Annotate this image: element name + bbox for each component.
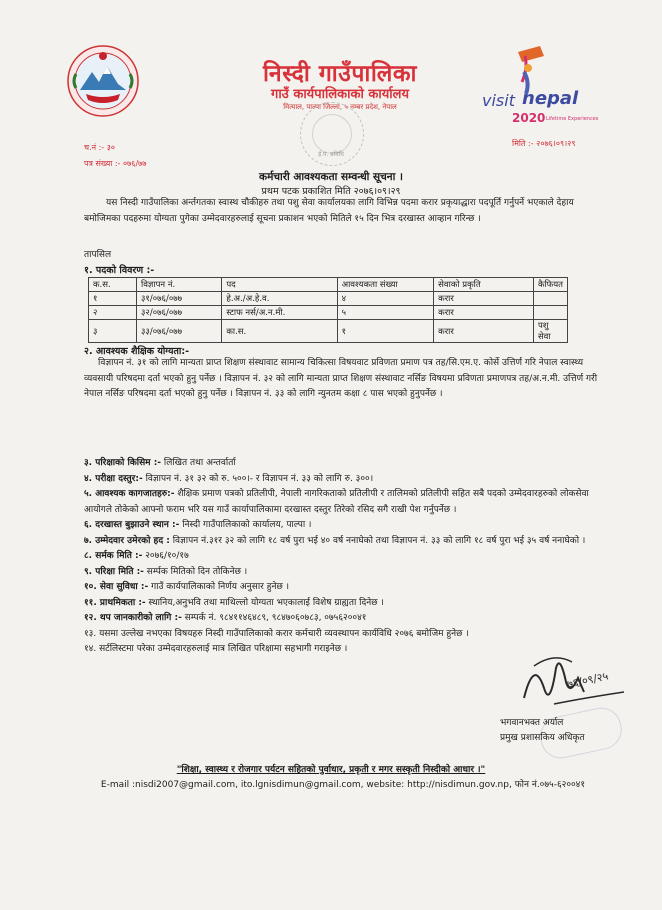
item-text: विज्ञापन नं.३१र ३२ को लागि १८ वर्ष पुरा भई ४० वर्ष ननाघेको तथा विज्ञापन नं. ३३ को लागि १८ वर्ष पुरा भई ३५ वर्ष ननाघेको । — [169, 535, 586, 546]
list-item — [84, 549, 604, 565]
table-cell: ३२/०७६/०७७ — [137, 306, 222, 320]
published-date: प्रथम पटक प्रकाशित मिति २०७६।०९।२९ — [261, 186, 401, 197]
letter-date: मिति :- २०७६।०९।२९ — [512, 139, 576, 148]
table-cell: पशु सेवा — [533, 320, 567, 343]
table-cell: ४ — [337, 292, 434, 306]
item-label: ९. परिक्षा मिति :- — [84, 566, 144, 577]
item-text: स्थानिय,अनुभवि तथा माथिल्लो योग्यता भएकालाई विशेष ग्राह्यता दिनेछ । — [145, 597, 384, 608]
signature-scribble — [514, 648, 630, 718]
signer-name: भगवानभक्त अर्याल — [500, 718, 564, 728]
signature-date: ७६/०९/२५ — [565, 669, 610, 691]
item-label: ७. उम्मेदवार उमेरको हद : — [84, 535, 170, 546]
table-cell: करार — [434, 292, 534, 306]
tagline-text: Lifetime Experiences — [546, 116, 599, 122]
table-cell: करार — [434, 306, 534, 320]
stamp-text: ई.पं. प्रविधि — [318, 151, 344, 158]
col-header: पद — [222, 278, 337, 292]
table-cell: ३ — [89, 320, 137, 343]
table-header-row — [89, 278, 568, 292]
item-label: ६. दरखास्त बुझाउने स्थान :- — [84, 520, 180, 530]
item-label: ४. परीक्षा दस्तुर:- — [84, 473, 143, 484]
office-address: मित्याल, पाल्पा जिल्ला, ५ नम्बर प्रदेश, नेपाल — [283, 103, 397, 111]
year-text: 2020 — [512, 111, 546, 125]
list-item — [84, 580, 604, 596]
list-item — [84, 518, 604, 534]
table-cell: १ — [337, 320, 434, 343]
footer-contact: E-mail :nisdi2007@gmail.com, ito.lgnisdimun@gmail.com, website: http://nisdimun.gov.np, फोन नं.०७५-६२००४१ — [100, 780, 586, 790]
table-cell: का.स. — [222, 320, 337, 343]
table-cell: २ — [89, 306, 137, 320]
item-text: विज्ञापन नं. ३१ ३२ को रु. ५००।- र विज्ञापन नं. ३३ को लागि रु. ३००। — [142, 473, 374, 484]
chalani-number: च.नं :- ३० — [84, 143, 116, 152]
item-text: निस्दी गाउँपालिकाको कार्यालय, पाल्पा । — [179, 520, 312, 530]
list-item — [84, 596, 604, 612]
visit-nepal-logo-icon — [478, 42, 599, 134]
table-cell: ३१/०७६/०७७ — [137, 292, 222, 306]
table-cell: करार — [434, 320, 534, 343]
notice-items — [84, 456, 604, 658]
intro-paragraph: यस निस्दी गाउँपालिका अर्न्तगतका स्वास्थ चौकीहरु तथा पशु सेवा कार्यालयका लागि विभिन्न पदमा करार प्रकृयाद्धारा पदपूर्ति गर्नुपर्ने भएकाले देहाय बमोजिमका पदहरुमा योग्यता पुगेका उम्मेदवारहरुलाई सूचना प्रकाशन भएकाे मितिले १५ दिन भित्र दरखास्त आव्हान गरिन्छ । — [84, 198, 574, 224]
col-header: विज्ञापन नं. — [137, 278, 222, 292]
item-text: गाउँ कार्यपालिकाको निर्णय अनुसार हुनेछ । — [148, 582, 290, 592]
item-text: १३. यसमा उल्लेख नभएका विषयहरु निस्दी गाउँपालिकाको करार कर्मचारी व्यवस्थापन कार्यविधि २०७६ बमोजिम हुनेछ । — [84, 628, 469, 639]
nepal-text: nepal — [522, 88, 579, 109]
round-stamp-inner — [312, 114, 352, 154]
table-row — [89, 306, 568, 320]
table-cell: स्टाफ नर्स/अ.न.मी. — [222, 306, 337, 320]
table-cell: १ — [89, 292, 137, 306]
item-label: ८. सर्मक मिति :- — [84, 551, 143, 561]
office-subtitle: गाउँ कार्यपालिकाको कार्यालय — [271, 87, 409, 102]
item-label: १०. सेवा सुविधा :- — [84, 582, 149, 592]
section-post-details-title: १. पदको विवरण :- — [84, 265, 155, 276]
item-text: सर्म्पक मितिको दिन तोकिनेछ । — [143, 566, 248, 577]
item-label: १२. थप जानकारीको लागि :- — [84, 613, 182, 623]
section-qualification-title: २. आवश्यक शैक्षिक योग्यता:- — [84, 346, 190, 357]
item-text: सम्पर्क नं. ९८४११४६४८९, ९८४७०६०७८३, ०७५६२००४१ — [181, 613, 367, 623]
visit-text: visit — [482, 91, 515, 110]
item-text: लिखित तथा अन्तर्वार्ता — [161, 458, 236, 468]
table-cell: ५ — [337, 306, 434, 320]
item-text: शैक्षिक प्रमाण पत्रको प्रतिलीपी, नेपाली नागरिकताको प्रतिलीपी र तालिमको प्रतिलीपी सहित सबै पदको उम्मेदवारहरुको लोकसेवा आयोगले तोकेको आफ्नो फराम भरि यस गाउँ कार्यापालिकामा दरखास्त दस्तुर तिरेको रसिद सगै राखी पेश गर्नुपर्नेछ । — [84, 489, 589, 515]
list-item — [84, 534, 604, 550]
list-item — [84, 611, 604, 627]
col-header: क.स. — [89, 278, 137, 292]
notice-title: कर्मचारी आवश्यकता सम्वन्धी सूचना । — [259, 171, 403, 183]
item-label: ३. परिक्षाको किसिम :- — [84, 458, 162, 468]
item-text: १४. सर्टलिस्टमा परेका उम्मेदवारहरुलाई मात्र लिखित परिक्षामा सहभागी गराइनेछ । — [84, 644, 348, 654]
footer-slogan: "शिक्षा, स्वास्थ्य र रोजगार पर्यटन सहितको पुर्वाधार, प्रकृती र मगर सस्कृती निस्दीको आधार ।" — [176, 765, 486, 775]
tapasil-label: तापसिल — [84, 250, 112, 260]
list-item — [84, 487, 604, 518]
table-cell: ३३/०७६/०७७ — [137, 320, 222, 343]
qualification-paragraph: विज्ञापन नं. ३१ को लागि मान्यता प्राप्त शिक्षण संस्थावाट सामान्य चिकित्सा विषयवाट प्रविणता प्रमाण पत्र तह/सि.एम.ए. कोर्से उत्तिर्ण गरि नेपाल स्वास्थ्य व्यवसायी परिषदमा दर्ता भएको हुनु पर्नेछ । विज्ञापन नं. ३२ को लागि मान्यता प्राप्त शिक्षण संस्थावाट नर्सिङ विषयमा प्रविणता प्रमाणपत्र तह/अ.न.मी. उत्तिर्ण गरी नेपाल नर्सिङ परिषदमा दर्ता भएको हुनु पर्नेछ । विज्ञापन नं. ३३ को लागि न्युनतम कक्षा ८ पास भएको हुनुपर्नेछ । — [84, 358, 598, 399]
item-text: २०७६/१०/१७ — [142, 551, 189, 561]
table-row — [89, 320, 568, 343]
col-header: कैफियत — [533, 278, 567, 292]
col-header: सेवाको प्रकृति — [434, 278, 534, 292]
table-cell — [533, 292, 567, 306]
signer-title: प्रमुख प्रशासकिय अधिकृत — [500, 733, 585, 743]
table-row — [89, 292, 568, 306]
nepal-emblem-icon — [66, 44, 140, 118]
office-name: निस्दी गाउँपालिका — [262, 61, 418, 87]
table-cell — [533, 306, 567, 320]
list-item — [84, 565, 604, 581]
posts-table — [88, 277, 568, 343]
item-label: ११. प्राथमिकता :- — [84, 597, 146, 608]
item-label: ५. आवश्यक कागजातहरु:- — [84, 489, 175, 499]
list-item — [84, 456, 604, 472]
list-item — [84, 627, 604, 643]
table-cell: हे.अ./अ.हे.व. — [222, 292, 337, 306]
patra-sankhya: पत्र संख्या :- ०७६/७७ — [84, 159, 147, 168]
col-header: आवश्यकता संख्या — [337, 278, 434, 292]
list-item — [84, 472, 604, 488]
